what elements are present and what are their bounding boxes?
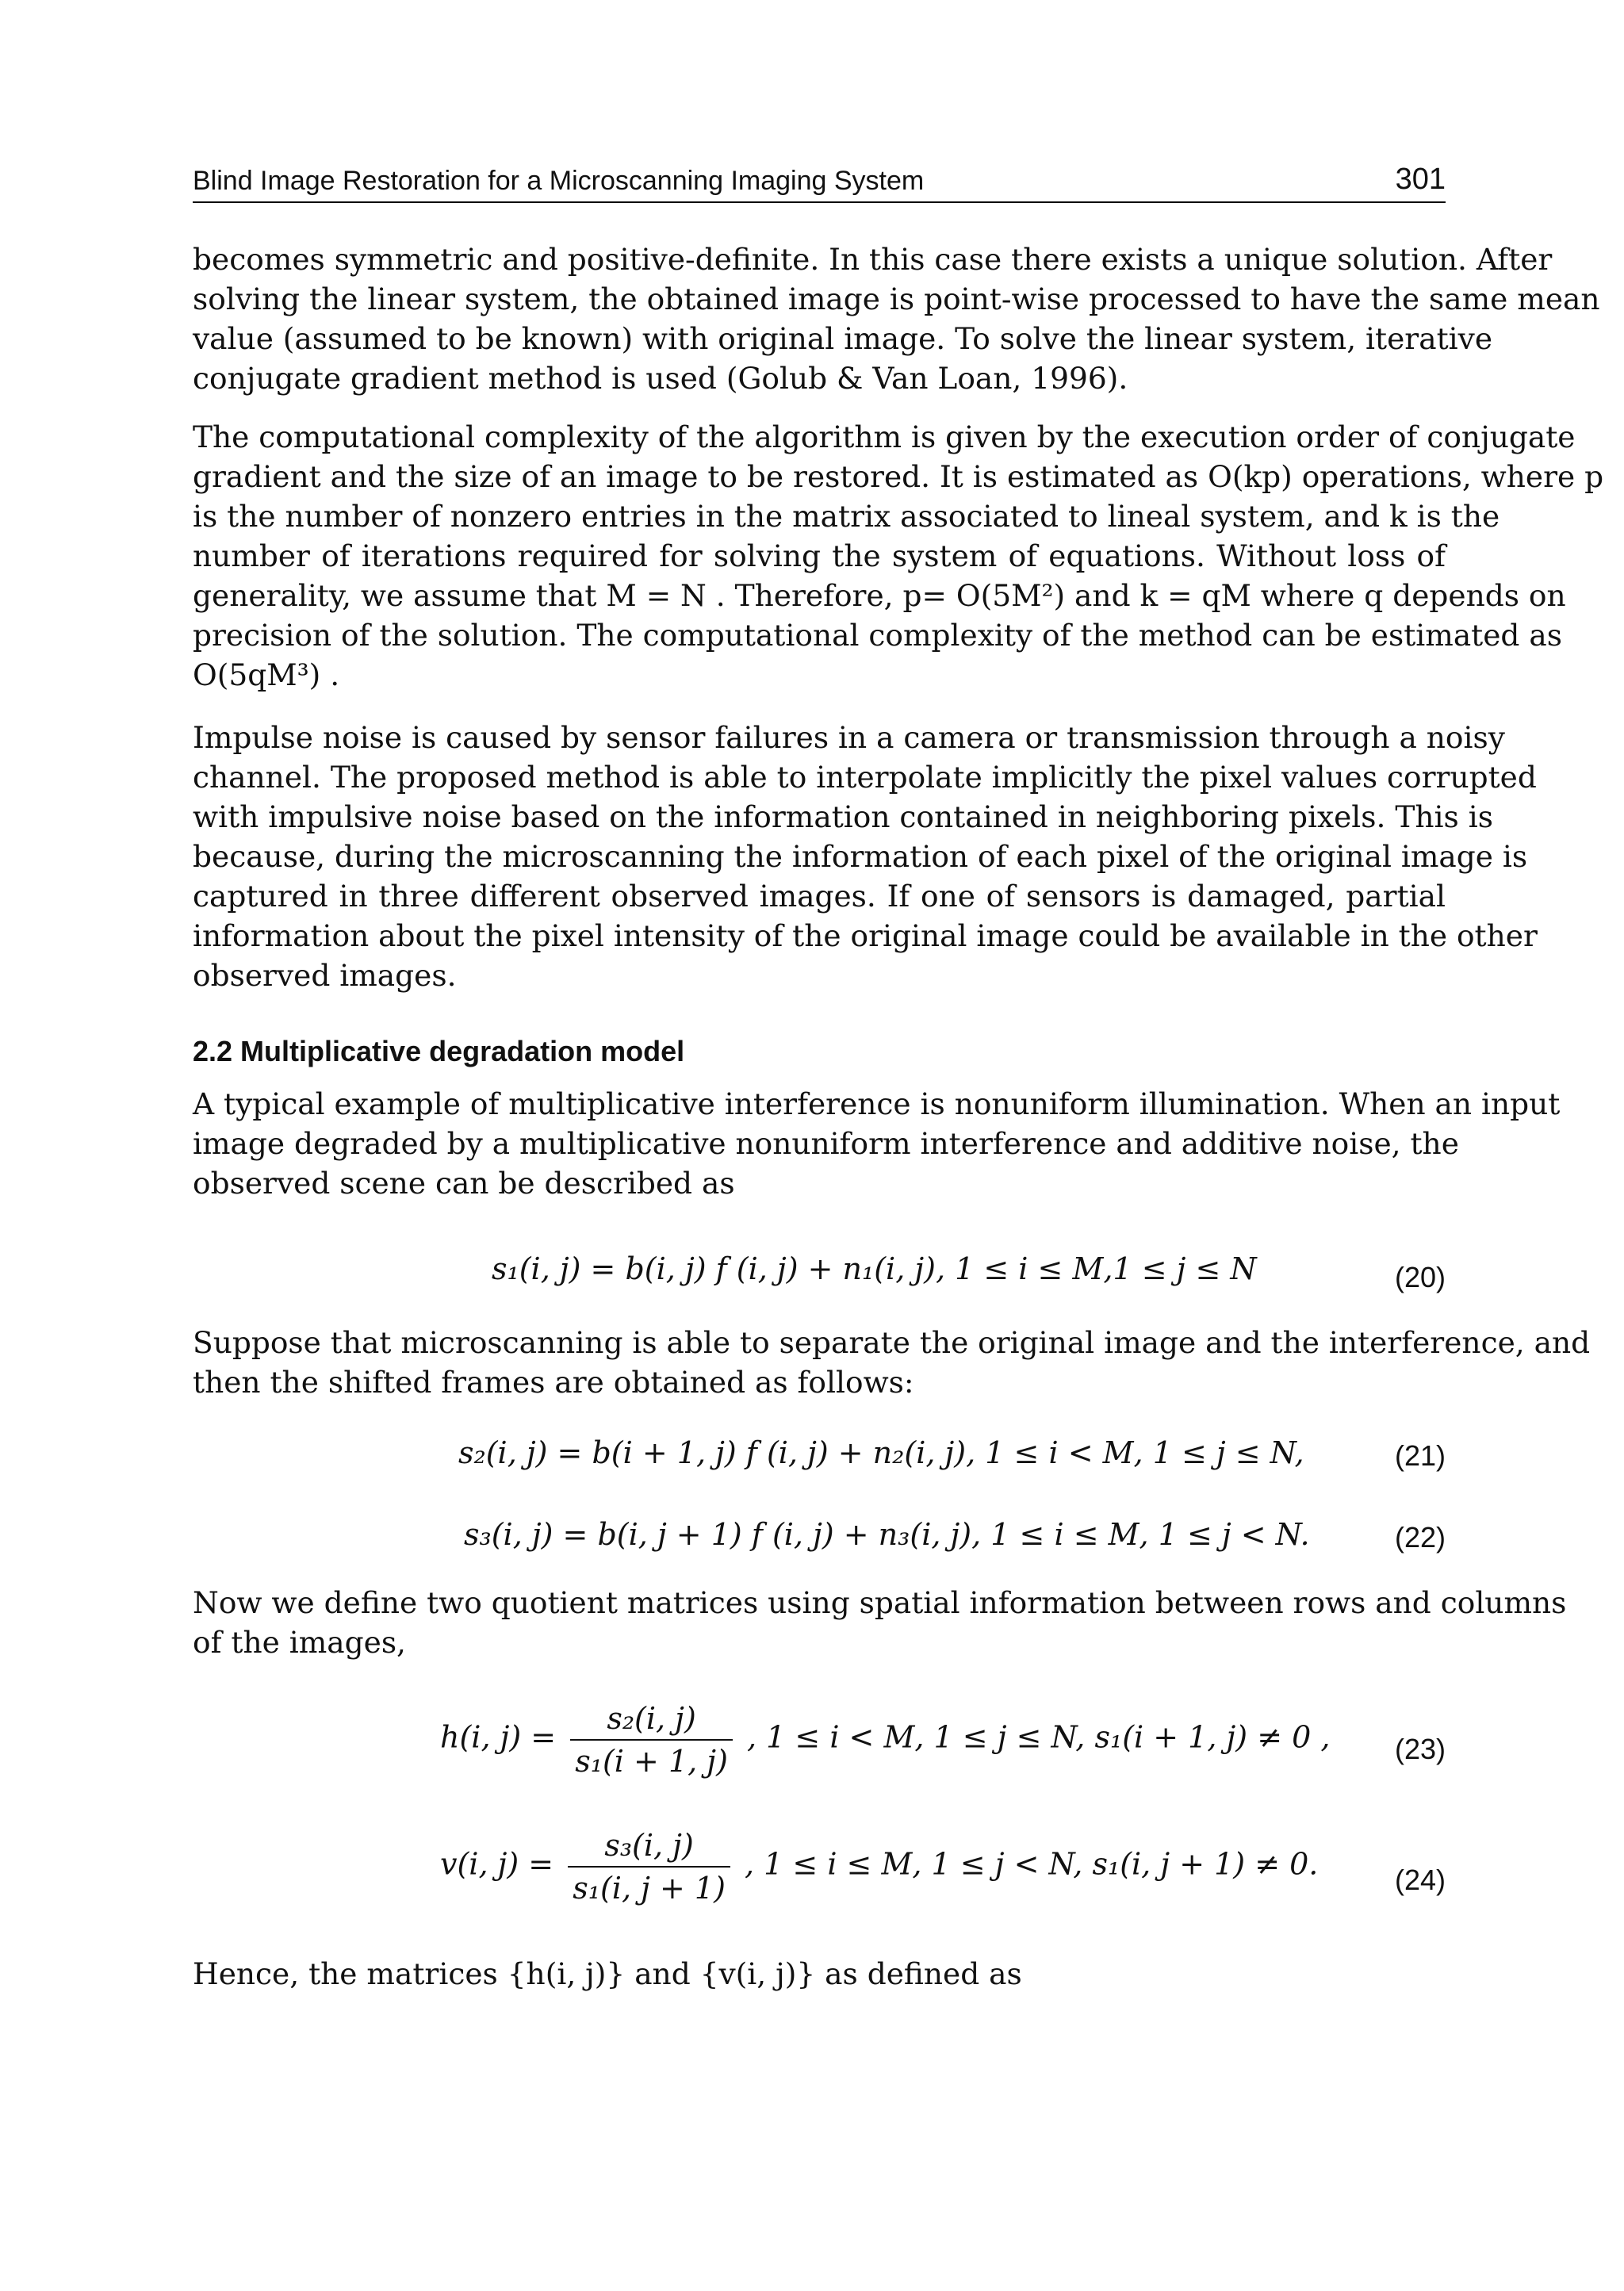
paragraph-4	[193, 1084, 1561, 1203]
text-line: value (assumed to be known) with original image. To solve the linear system, iterative	[193, 321, 1493, 356]
text-line: becomes symmetric and positive-definite. In this case there exists a unique solution. After	[193, 242, 1553, 277]
paragraph-6	[193, 1583, 1567, 1662]
equation-number-21: (21)	[1394, 1439, 1446, 1472]
paragraph-1	[193, 239, 1600, 398]
text-line: observed images.	[193, 958, 457, 993]
text-line: The computational complexity of the algorithm is given by the execution order of conjugate	[193, 420, 1576, 454]
running-header	[193, 155, 1446, 203]
equation-23-lhs: h(i, j) =	[440, 1719, 557, 1755]
equation-number-23: (23)	[1394, 1733, 1446, 1765]
text-line: solving the linear system, the obtained image is point-wise processed to have the same mean	[193, 282, 1600, 316]
equation-number-20: (20)	[1394, 1261, 1446, 1293]
text-line: Suppose that microscanning is able to separate the original image and the interference, and	[193, 1325, 1591, 1360]
equation-24-fraction	[568, 1828, 730, 1906]
equation-20: s₁(i, j) = b(i, j) f (i, j) + n₁(i, j), 1 ≤ i ≤ M,1 ≤ j ≤ N	[492, 1251, 1257, 1286]
text-line: Now we define two quotient matrices using spatial information between rows and columns	[193, 1585, 1567, 1620]
equation-24	[440, 1828, 1318, 1906]
paragraph-3	[193, 718, 1538, 995]
text-line: is the number of nonzero entries in the matrix associated to lineal system, and k is the	[193, 499, 1500, 534]
paragraph-7	[193, 1954, 1446, 1994]
equation-23-numerator: s₂(i, j)	[607, 1701, 696, 1736]
section-heading: 2.2 Multiplicative degradation model	[193, 1035, 685, 1067]
text-line: observed scene can be described as	[193, 1166, 735, 1201]
text-line: captured in three different observed images. If one of sensors is damaged, partial	[193, 879, 1446, 914]
text-line: conjugate gradient method is used (Golub & Van Loan, 1996).	[193, 361, 1128, 396]
equation-23-denominator: s₁(i + 1, j)	[570, 1739, 733, 1779]
running-title: Blind Image Restoration for a Microscanning Imaging System	[193, 166, 925, 196]
equation-24-lhs: v(i, j) =	[440, 1846, 554, 1882]
equation-number-24: (24)	[1394, 1864, 1446, 1896]
text-line: O(5qM³) .	[193, 657, 340, 692]
text-line: of the images,	[193, 1625, 406, 1660]
paragraph-2	[193, 417, 1604, 695]
equation-21: s₂(i, j) = b(i + 1, j) f (i, j) + n₂(i, j), 1 ≤ i < M, 1 ≤ j ≤ N,	[458, 1435, 1304, 1470]
text-line: number of iterations required for solving the system of equations. Without loss of	[193, 538, 1446, 573]
equation-22: s₃(i, j) = b(i, j + 1) f (i, j) + n₃(i, j), 1 ≤ i ≤ M, 1 ≤ j < N.	[464, 1517, 1310, 1552]
text-line: gradient and the size of an image to be restored. It is estimated as O(kp) operations, where p	[193, 459, 1604, 494]
equation-23-fraction	[570, 1701, 733, 1779]
equation-23-conditions: , 1 ≤ i < M, 1 ≤ j ≤ N, s₁(i + 1, j) ≠ 0 ,	[746, 1719, 1331, 1755]
text-line: A typical example of multiplicative interference is nonuniform illumination. When an input	[193, 1086, 1561, 1121]
text-line: precision of the solution. The computational complexity of the method can be estimated as	[193, 618, 1562, 653]
text-line: then the shifted frames are obtained as follows:	[193, 1365, 914, 1400]
equation-number-22: (22)	[1394, 1521, 1446, 1554]
text-line: Impulse noise is caused by sensor failures in a camera or transmission through a noisy	[193, 720, 1505, 755]
text-line: information about the pixel intensity of the original image could be available in the other	[193, 918, 1538, 953]
equation-23	[440, 1701, 1330, 1779]
paragraph-5	[193, 1323, 1591, 1402]
text-line: with impulsive noise based on the information contained in neighboring pixels. This is	[193, 799, 1493, 834]
text-line: channel. The proposed method is able to interpolate implicitly the pixel values corrupted	[193, 760, 1537, 795]
page-number: 301	[1395, 163, 1446, 196]
equation-24-denominator: s₁(i, j + 1)	[568, 1866, 730, 1906]
text-line: because, during the microscanning the information of each pixel of the original image is	[193, 839, 1528, 874]
text-line: Hence, the matrices {h(i, j)} and {v(i, j)} as defined as	[193, 1956, 1022, 1991]
text-line: image degraded by a multiplicative nonuniform interference and additive noise, the	[193, 1126, 1459, 1161]
text-line: generality, we assume that M = N . Therefore, p= O(5M²) and k = qM where q depends on	[193, 578, 1566, 613]
equation-24-numerator: s₃(i, j)	[604, 1828, 694, 1863]
equation-24-conditions: , 1 ≤ i ≤ M, 1 ≤ j < N, s₁(i, j + 1) ≠ 0.	[744, 1846, 1319, 1882]
